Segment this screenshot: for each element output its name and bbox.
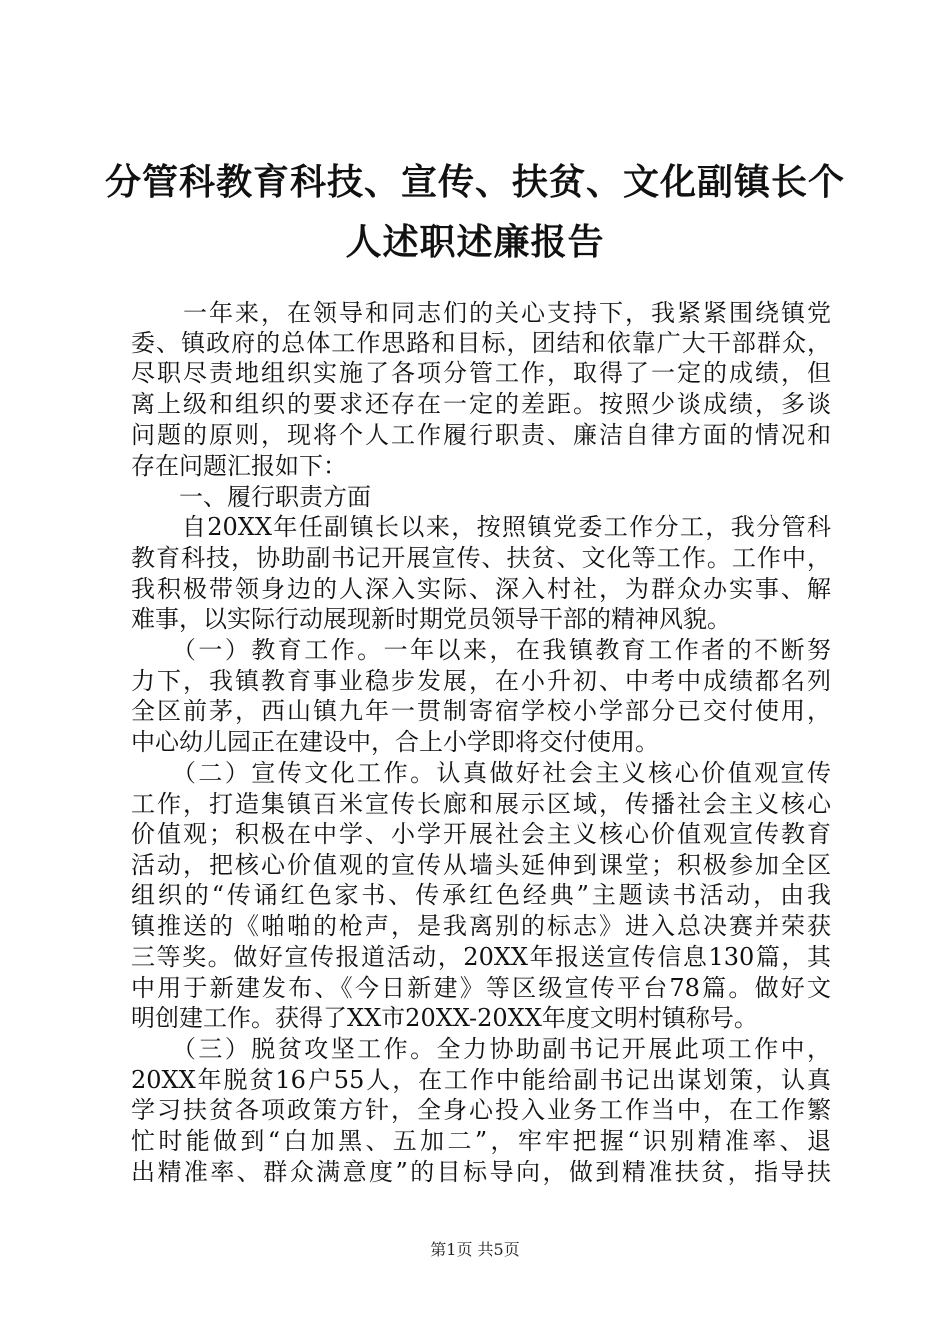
body-line: 镇推送的《啪啪的枪声，是我离别的标志》进入总决赛并荣获 xyxy=(131,912,831,940)
body-line: 忙时能做到“白加黑、五加二”，牢牢把握“识别精准率、退 xyxy=(131,1127,831,1155)
body-line: 20XX年脱贫16户55人，在工作中能给副书记出谋划策，认真 xyxy=(131,1066,831,1094)
body-line: 学习扶贫各项政策方针，全身心投入业务工作当中，在工作繁 xyxy=(131,1096,831,1124)
body-line: 自20XX年任副镇长以来，按照镇党委工作分工，我分管科 xyxy=(131,513,831,541)
body-line: （一）教育工作。一年以来，在我镇教育工作者的不断努 xyxy=(131,636,831,664)
body-line: 离上级和组织的要求还存在一定的差距。按照少谈成绩，多谈 xyxy=(131,390,831,418)
body-line: 中心幼儿园正在建设中，合上小学即将交付使用。 xyxy=(131,728,659,756)
body-line: 活动，把核心价值观的宣传从墙头延伸到课堂；积极参加全区 xyxy=(131,851,831,879)
document-title-line-1: 分管科教育科技、宣传、扶贫、文化副镇长个 xyxy=(104,161,845,203)
document-title-line-2: 人述职述廉报告 xyxy=(345,221,605,263)
body-line: 存在问题汇报如下： xyxy=(131,452,347,480)
body-line: 尽职尽责地组织实施了各项分管工作，取得了一定的成绩，但 xyxy=(131,359,831,387)
body-line: 难事，以实际行动展现新时期党员领导干部的精神风貌。 xyxy=(131,605,731,633)
body-line: 工作，打造集镇百米宣传长廊和展示区域，传播社会主义核心 xyxy=(131,790,831,818)
body-line: 力下，我镇教育事业稳步发展，在小升初、中考中成绩都名列 xyxy=(131,667,831,695)
page-footer: 第1页 共5页 xyxy=(430,1240,520,1259)
body-line: （二）宣传文化工作。认真做好社会主义核心价值观宣传 xyxy=(131,759,831,787)
body-line: 明创建工作。获得了XX市20XX-20XX年度文明村镇称号。 xyxy=(131,1004,758,1032)
body-line: 全区前茅，西山镇九年一贯制寄宿学校小学部分已交付使用， xyxy=(131,697,831,725)
body-line: 价值观；积极在中学、小学开展社会主义核心价值观宣传教育 xyxy=(131,820,831,848)
body-line: 教育科技，协助副书记开展宣传、扶贫、文化等工作。工作中， xyxy=(131,544,831,572)
body-line: （三）脱贫攻坚工作。全力协助副书记开展此项工作中， xyxy=(131,1035,831,1063)
section-heading: 一、履行职责方面 xyxy=(131,483,371,511)
body-line: 我积极带领身边的人深入实际、深入村社，为群众办实事、解 xyxy=(131,575,831,603)
body-line: 委、镇政府的总体工作思路和目标，团结和依靠广大干部群众， xyxy=(131,329,831,357)
body-line: 中用于新建发布、《今日新建》等区级宣传平台78篇。做好文 xyxy=(131,974,831,1002)
body-line: 出精准率、群众满意度”的目标导向，做到精准扶贫，指导扶 xyxy=(131,1158,831,1186)
body-line: 组织的“传诵红色家书、传承红色经典”主题读书活动，由我 xyxy=(131,881,831,909)
body-line: 一年来，在领导和同志们的关心支持下，我紧紧围绕镇党 xyxy=(131,299,831,327)
body-line: 三等奖。做好宣传报道活动，20XX年报送宣传信息130篇，其 xyxy=(131,943,831,971)
body-line: 问题的原则，现将个人工作履行职责、廉洁自律方面的情况和 xyxy=(131,421,831,449)
